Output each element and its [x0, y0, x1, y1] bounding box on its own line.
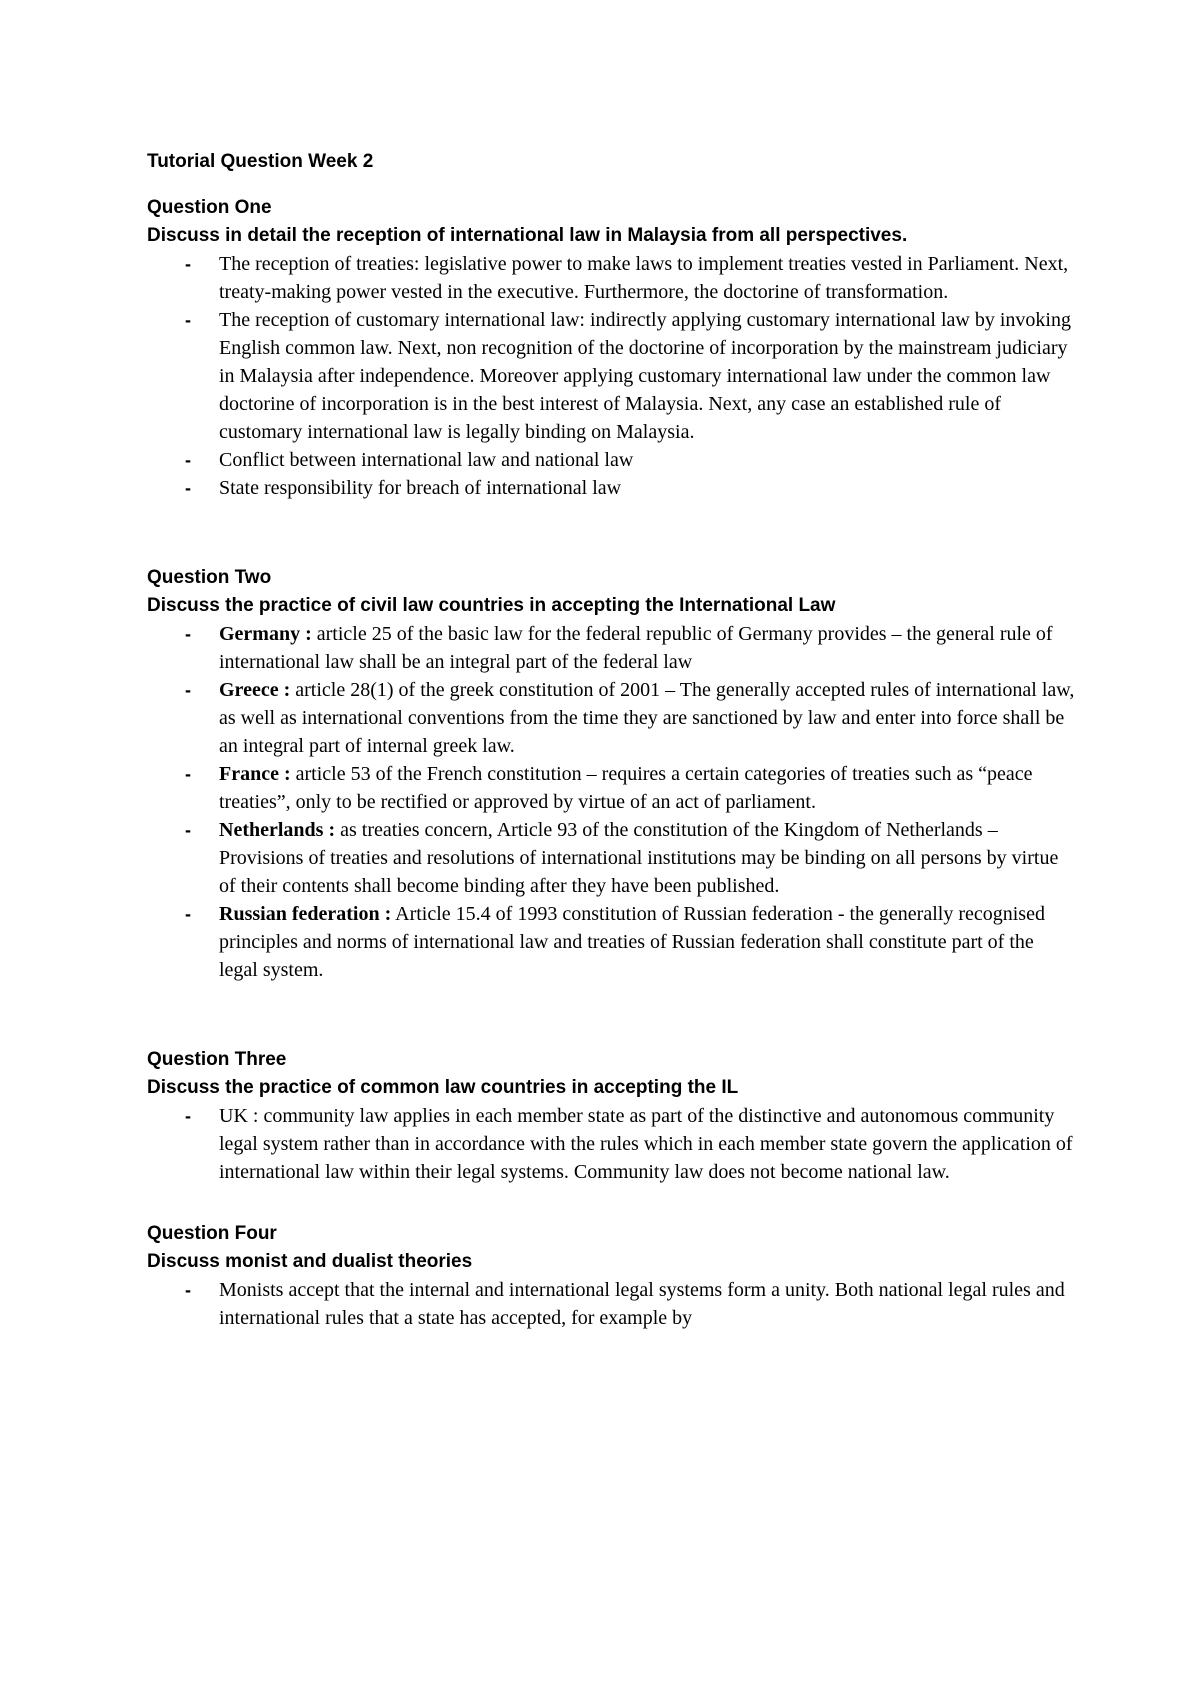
section-spacer — [147, 502, 1077, 564]
list-item-text: Monists accept that the internal and international legal systems form a unity. Both national legal rules and international rules that a state has accepted, for example by — [219, 1279, 1065, 1329]
list-item-text: article 28(1) of the greek constitution of 2001 – The generally accepted rules of international law, as well as international conventions from the time they are sanctioned by law and enter into force shall be an integral part of internal greek law. — [219, 679, 1075, 757]
list-item — [147, 250, 1077, 306]
list-item — [147, 760, 1077, 816]
list-item-text: State responsibility for breach of international law — [219, 477, 622, 499]
question-one-heading: Question One — [147, 197, 272, 218]
bullet-dash: - — [185, 254, 191, 274]
document-body — [147, 148, 1077, 1332]
question-three-section — [147, 1046, 1077, 1186]
list-item — [147, 816, 1077, 900]
list-item — [147, 900, 1077, 984]
list-item-text: The reception of treaties: legislative power to make laws to implement treaties vested in Parliament. Next, treaty-making power vested in the executive. Furthermore, the doctorine of transformation. — [219, 253, 1069, 303]
list-item-text: article 53 of the French constitution – requires a certain categories of treaties such as “peace treaties”, only to be rectified or approved by virtue of an act of parliament. — [219, 763, 1033, 813]
list-item-text: article 25 of the basic law for the federal republic of Germany provides – the general rule of international law shall be an integral part of the federal law — [219, 623, 1053, 673]
list-item — [147, 676, 1077, 760]
country-term-russia: Russian federation : — [219, 903, 392, 925]
question-two-list — [147, 620, 1077, 984]
country-term-france: France : — [219, 763, 291, 785]
document-title: Tutorial Question Week 2 — [147, 151, 374, 172]
bullet-dash: - — [185, 478, 191, 498]
question-three-list — [147, 1102, 1077, 1186]
bullet-dash: - — [185, 624, 191, 644]
question-three-prompt: Discuss the practice of common law countries in accepting the IL — [147, 1077, 739, 1098]
list-item-text: The reception of customary international law: indirectly applying customary international law by invoking English common law. Next, non recognition of the doctorine of incorporation by the mainstream judiciary in Malaysia after independence. Moreover applying customary international law under the common law doctorine of incorporation is in the best interest of Malaysia. Next, any case an established rule of customary international law is legally binding on Malaysia. — [219, 309, 1071, 443]
list-item — [147, 1276, 1077, 1332]
country-term-greece: Greece : — [219, 679, 291, 701]
section-spacer — [147, 984, 1077, 1046]
bullet-dash: - — [185, 764, 191, 784]
list-item — [147, 306, 1077, 446]
list-item — [147, 1102, 1077, 1186]
list-item-text: UK : community law applies in each member state as part of the distinctive and autonomous community legal system rather than in accordance with the rules which in each member state govern the application of international law within their legal systems. Community law does not become national law. — [219, 1105, 1073, 1183]
question-one-prompt: Discuss in detail the reception of international law in Malaysia from all perspectives. — [147, 225, 908, 246]
list-item-text: as treaties concern, Article 93 of the constitution of the Kingdom of Netherlands – Provisions of treaties and resolutions of international institutions may be binding on all persons by virtue of their contents shall become binding after they have been published. — [219, 819, 1059, 897]
bullet-dash: - — [185, 450, 191, 470]
question-two-section — [147, 564, 1077, 984]
list-item — [147, 446, 1077, 474]
question-four-prompt: Discuss monist and dualist theories — [147, 1251, 473, 1272]
bullet-dash: - — [185, 1106, 191, 1126]
bullet-dash: - — [185, 310, 191, 330]
bullet-dash: - — [185, 1280, 191, 1300]
question-four-heading: Question Four — [147, 1223, 277, 1244]
country-term-netherlands: Netherlands : — [219, 819, 336, 841]
bullet-dash: - — [185, 820, 191, 840]
question-four-list — [147, 1276, 1077, 1332]
section-spacer — [147, 1186, 1077, 1220]
question-one-section — [147, 194, 1077, 502]
list-item — [147, 474, 1077, 502]
question-two-heading: Question Two — [147, 567, 272, 588]
list-item-text: Conflict between international law and national law — [219, 449, 634, 471]
bullet-dash: - — [185, 680, 191, 700]
bullet-dash: - — [185, 904, 191, 924]
question-two-prompt: Discuss the practice of civil law countries in accepting the International Law — [147, 595, 836, 616]
question-four-section — [147, 1220, 1077, 1332]
list-item-text: Article 15.4 of 1993 constitution of Russian federation - the generally recognised principles and norms of international law and treaties of Russian federation shall constitute part of the legal system. — [219, 903, 1045, 981]
question-three-heading: Question Three — [147, 1049, 287, 1070]
question-one-list — [147, 250, 1077, 502]
list-item — [147, 620, 1077, 676]
country-term-germany: Germany : — [219, 623, 312, 645]
